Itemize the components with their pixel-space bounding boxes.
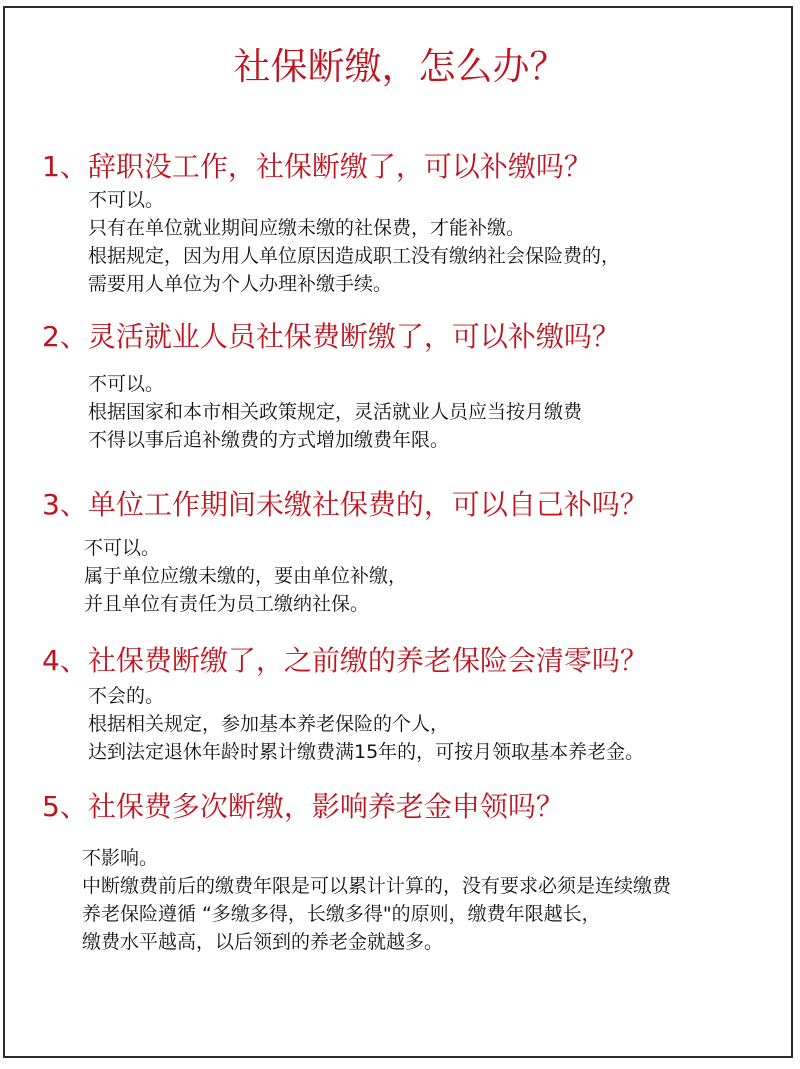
answer-5-line-3: 养老保险遵循 “多缴多得，长缴多得"的原则，缴费年限越长， bbox=[82, 903, 601, 925]
answer-5 bbox=[82, 844, 794, 956]
question-3: 3、单位工作期间未缴社保费的，可以自己补吗？ bbox=[42, 488, 648, 521]
answer-3-line-2: 属于单位应缴未缴的，要由单位补缴， bbox=[84, 565, 408, 587]
answer-3-line-3: 并且单位有责任为员工缴纳社保。 bbox=[84, 593, 370, 615]
answer-2-line-2: 根据国家和本市相关政策规定，灵活就业人员应当按月缴费 bbox=[88, 401, 583, 423]
answer-2 bbox=[88, 370, 788, 454]
answer-1-line-1: 不可以。 bbox=[88, 189, 165, 211]
answer-4-line-1: 不会的。 bbox=[88, 685, 165, 707]
page-title: 社保断缴，怎么办？ bbox=[233, 45, 567, 88]
answer-3 bbox=[84, 534, 788, 618]
answer-1-line-4: 需要用人单位为个人办理补缴手续。 bbox=[88, 273, 393, 295]
answer-4-line-2: 根据相关规定，参加基本养老保险的个人， bbox=[88, 713, 450, 735]
question-1: 1、辞职没工作，社保断缴了，可以补缴吗？ bbox=[42, 150, 592, 183]
answer-5-line-1: 不影响。 bbox=[82, 847, 159, 869]
answer-4-line-3: 达到法定退休年龄时累计缴费满15年的，可按月领取基本养老金。 bbox=[88, 741, 645, 763]
answer-1-line-2: 只有在单位就业期间应缴未缴的社保费，才能补缴。 bbox=[88, 217, 526, 239]
answer-2-line-1: 不可以。 bbox=[88, 373, 165, 395]
question-2: 2、灵活就业人员社保费断缴了，可以补缴吗？ bbox=[42, 320, 620, 353]
question-4: 4、社保费断缴了，之前缴的养老保险会清零吗？ bbox=[42, 644, 648, 677]
answer-2-line-3: 不得以事后追补缴费的方式增加缴费年限。 bbox=[88, 429, 450, 451]
answer-1 bbox=[88, 186, 788, 298]
answer-3-line-1: 不可以。 bbox=[84, 537, 161, 559]
answer-4 bbox=[88, 682, 788, 766]
answer-1-line-3: 根据规定，因为用人单位原因造成职工没有缴纳社会保险费的， bbox=[88, 245, 621, 267]
answer-5-line-4: 缴费水平越高，以后领到的养老金就越多。 bbox=[82, 931, 444, 953]
answer-5-line-2: 中断缴费前后的缴费年限是可以累计计算的，没有要求必须是连续缴费 bbox=[82, 875, 672, 897]
question-5: 5、社保费多次断缴，影响养老金申领吗？ bbox=[42, 790, 564, 823]
